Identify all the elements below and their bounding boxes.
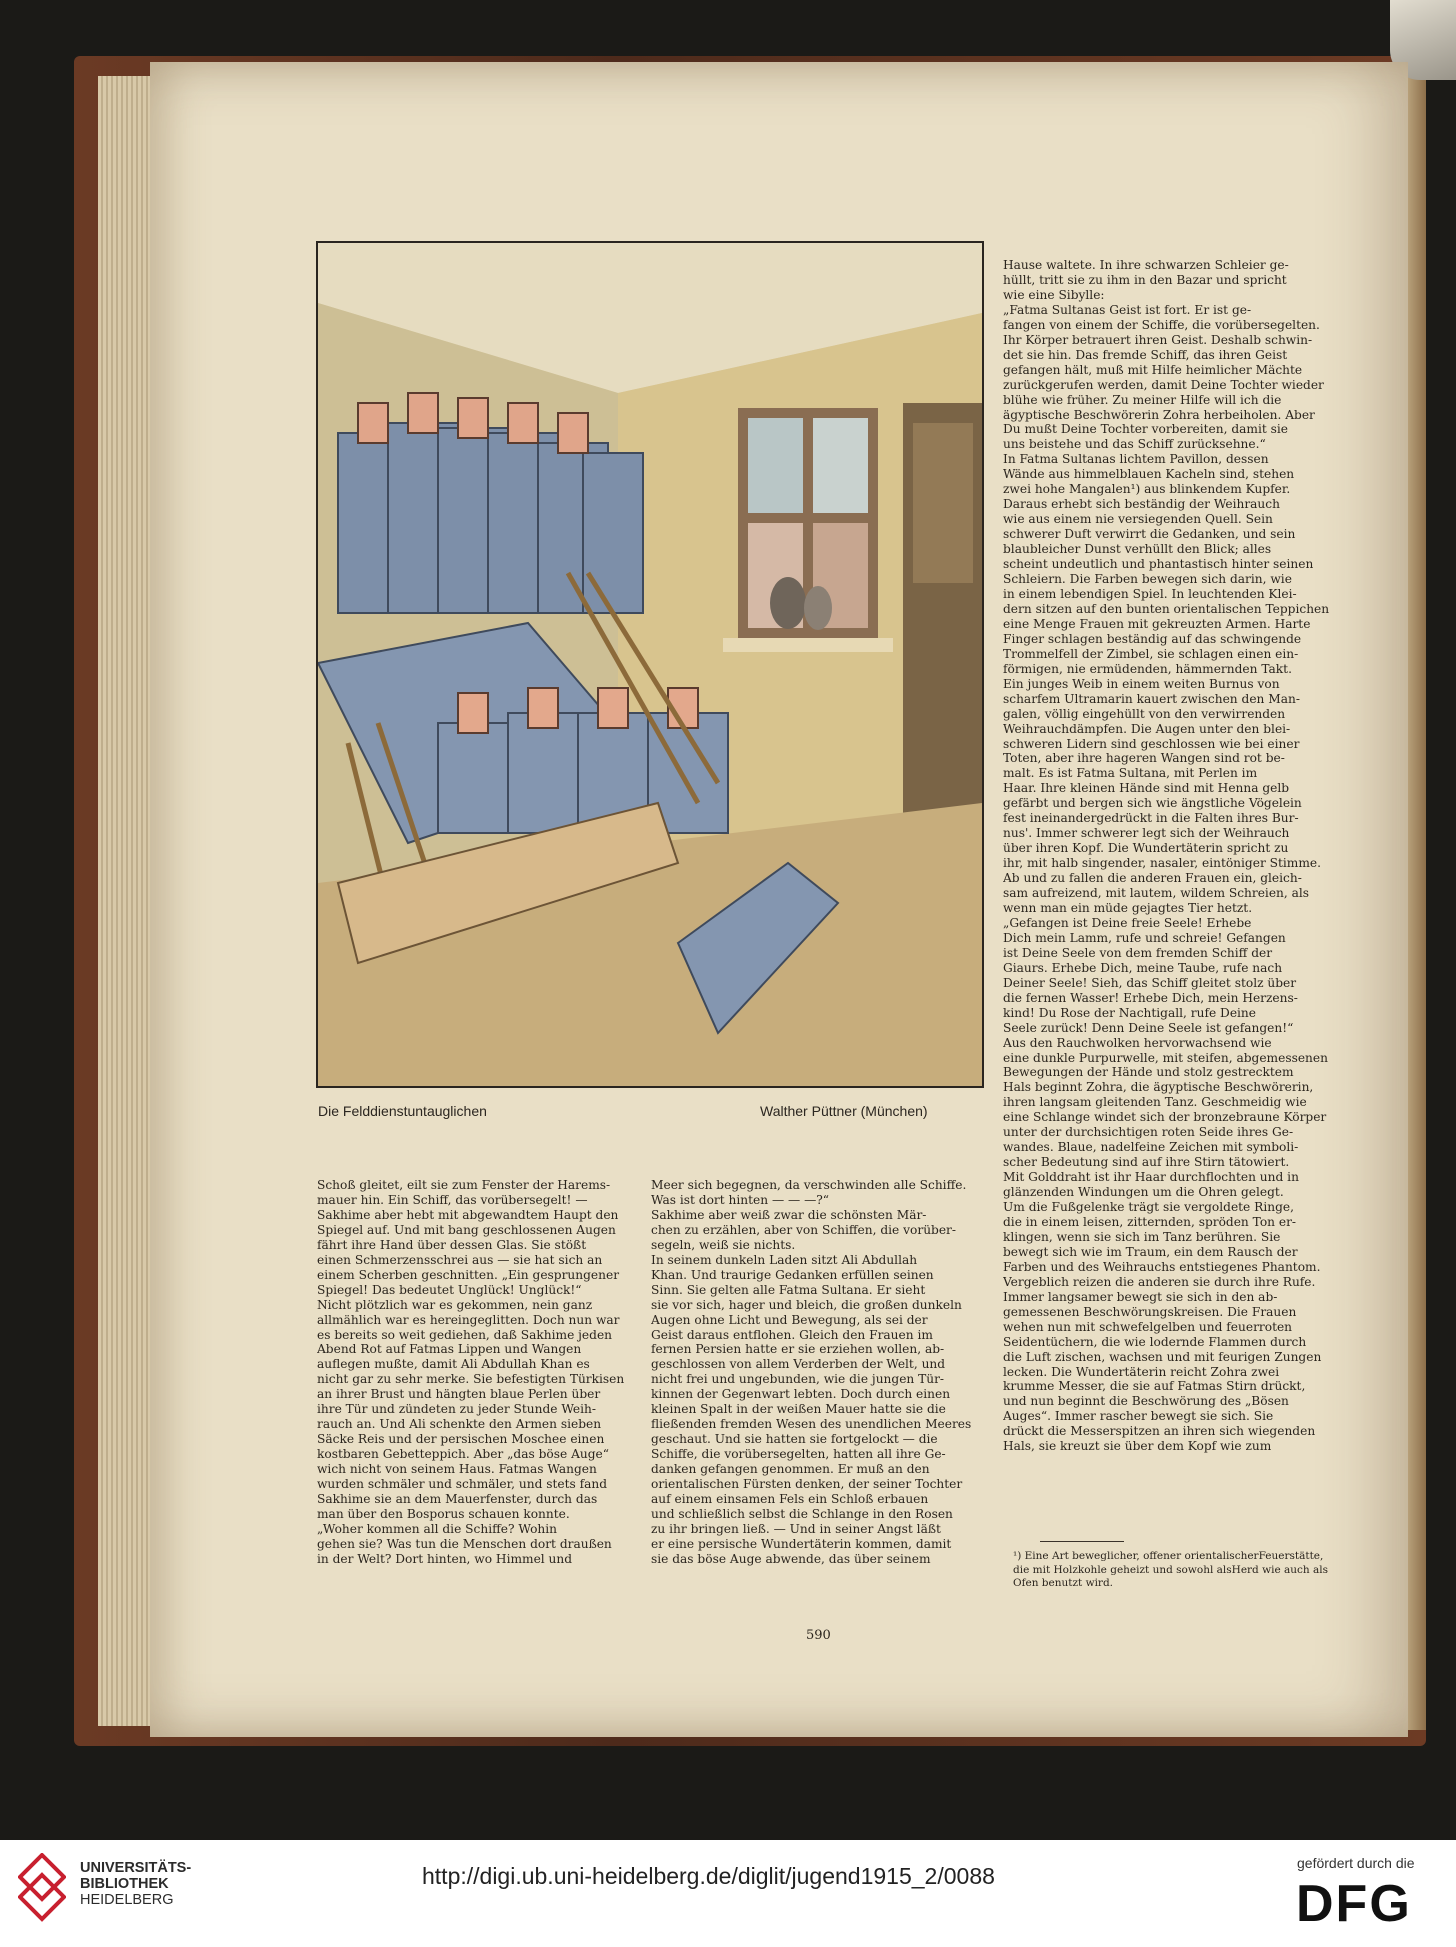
text-line: unter der durchsichtigen roten Seide ihres Ge- — [1003, 1125, 1294, 1140]
text-line: Sakhime sie an dem Mauerfenster, durch das — [317, 1492, 598, 1507]
text-line: Seele zurück! Denn Deine Seele ist gefangen!“ — [1003, 1020, 1294, 1035]
footnote-line: Feuerstätte, die mit Holzkohle geheizt und sowohl als — [1013, 1550, 1324, 1576]
text-line: mauer hin. Ein Schiff, das vorübersegelt! — — [317, 1192, 588, 1207]
text-line: lecken. Die Wundertäterin reicht Zohra zwei — [1003, 1364, 1280, 1379]
permalink-url[interactable]: http://digi.ub.uni-heidelberg.de/diglit/jugend1915_2/0088 — [422, 1863, 995, 1889]
text-line: ihren langsam gleitenden Tanz. Geschmeidig wie — [1003, 1095, 1307, 1110]
text-line: einem Scherben geschnitten. „Ein gesprungener — [317, 1267, 620, 1282]
footer-bar — [0, 1840, 1456, 1947]
text-line: Farben und des Weihrauchs entstiegenes Phantom. — [1003, 1259, 1321, 1274]
text-line: nicht gar zu sehr merke. Sie befestigten Türkisen — [317, 1372, 625, 1387]
text-line: Sakhime aber hebt mit abgewandtem Haupt den — [317, 1207, 619, 1222]
text-line: det sie hin. Das fremde Schiff, das ihren Geist — [1003, 347, 1288, 362]
text-line: blühe wie früher. Zu meiner Hilfe will ich die — [1003, 392, 1282, 407]
text-line: Spiegel! Das bedeutet Unglück! Unglück!“ — [317, 1282, 582, 1297]
text-line: die in einem leisen, zitternden, spröden Ton er- — [1003, 1215, 1297, 1229]
text-line: wandes. Blaue, nadelfeine Zeichen mit symboli- — [1003, 1140, 1299, 1155]
logo-line-3: HEIDELBERG — [80, 1892, 174, 1908]
text-line: an ihrer Brust und hängten blaue Perlen über — [317, 1387, 601, 1402]
text-line: Hals beginnt Zohra, die ägyptische Beschwörerin, — [1003, 1080, 1314, 1095]
text-line: einen Schmerzensschrei aus — sie hat sich an — [317, 1252, 603, 1267]
text-line: fernen Persien hatte er sie erziehen wollen, ab- — [651, 1342, 945, 1357]
text-line: geschlossen von allem Verderben der Welt, und — [651, 1357, 946, 1372]
illustration — [316, 241, 984, 1088]
text-line: Weihrauchdämpfen. Die Augen unter den blei- — [1003, 721, 1291, 736]
text-line: kind! Du Rose der Nachtigall, rufe Deine — [1003, 1005, 1256, 1020]
text-line: eine dunkle Purpurwelle, mit steifen, abgemessenen — [1003, 1050, 1328, 1065]
text-line: Aus den Rauchwolken hervorwachsend wie — [1003, 1035, 1272, 1050]
text-line: „Gefangen ist Deine freie Seele! Erhebe — [1003, 915, 1252, 930]
text-line: Nicht plötzlich war es gekommen, nein ganz — [317, 1297, 593, 1312]
illustration-painting — [318, 243, 982, 1086]
text-line: Schiffe, die vorübersegelten, hatten all ihre Ge- — [651, 1447, 946, 1462]
text-line: Sakhime aber weiß zwar die schönsten Mär- — [651, 1207, 927, 1222]
funded-by-label: gefördert durch die — [1297, 1855, 1415, 1871]
text-line: gefangen hält, muß mit Hilfe heimlicher Mächte — [1003, 362, 1303, 377]
page-number: 590 — [806, 1628, 831, 1643]
logo-line-1: UNIVERSITÄTS- — [80, 1860, 192, 1876]
text-line: Ab und zu fallen die anderen Frauen ein, gleich- — [1003, 871, 1302, 886]
text-line: die Luft zischen, wachsen und mit feurigen Zungen — [1003, 1349, 1322, 1364]
logo-line-2: BIBLIOTHEK — [80, 1876, 169, 1892]
text-line: es bereits so weit gediehen, daß Sakhime jeden — [317, 1327, 613, 1342]
text-line: Seidentüchern, die wie lodernde Flammen durch — [1003, 1334, 1307, 1349]
text-line: ihre Tür und zündeten zu jeder Stunde Weih- — [317, 1402, 596, 1417]
text-line: Augen ohne Licht und Bewegung, als sei der — [651, 1312, 928, 1327]
text-line: man über den Bosporus schauen konnte. — [317, 1506, 570, 1521]
text-line: Khan. Und traurige Gedanken erfüllen seinen — [651, 1267, 934, 1282]
text-line: Trommelfell der Zimbel, sie schlagen einen ein- — [1003, 646, 1299, 661]
text-line: Schoß gleitet, eilt sie zum Fenster der Harems- — [317, 1178, 611, 1192]
text-line: auflegen mußte, damit Ali Abdullah Khan es — [317, 1357, 590, 1372]
text-line: ist Deine Seele von dem fremden Schiff der — [1003, 945, 1273, 960]
text-line: allmählich war es hereingeglitten. Doch nun war — [317, 1312, 620, 1327]
text-line: sie das böse Auge abwende, das über seinem — [651, 1551, 931, 1566]
text-line: krumme Messer, die sie auf Fatmas Stirn drückt, — [1003, 1379, 1306, 1394]
text-line: Abend Rot auf Fatmas Lippen und Wangen — [317, 1342, 582, 1357]
footnote-line: Herd wie auch als Ofen benutzt wird. — [1013, 1563, 1329, 1589]
text-line: Sinn. Sie gelten alle Fatma Sultana. Er sieht — [651, 1282, 926, 1297]
text-line: In Fatma Sultanas lichtem Pavillon, dessen — [1003, 452, 1269, 467]
text-line: glänzenden Windungen um die Ohren gelegt. — [1003, 1185, 1284, 1200]
text-line: scharfem Ultramarin kauert zwischen den Man- — [1003, 691, 1300, 706]
text-line: scher Bedeutung sind auf ihre Stirn tätowiert. — [1003, 1155, 1290, 1170]
text-line: In seinem dunkeln Laden sitzt Ali Abdullah — [651, 1252, 918, 1267]
text-line: gemessenen Beschwörungskreisen. Die Frauen — [1003, 1304, 1297, 1319]
text-line: wie eine Sibylle: — [1003, 287, 1105, 302]
text-line: und nun beginnt die Beschwörung des „Bösen — [1003, 1394, 1289, 1409]
illustration-artist: Walther Püttner (München) — [760, 1103, 928, 1119]
text-line: orientalischen Fürsten denken, der seiner Tochter — [651, 1477, 963, 1492]
text-line: fangen von einem der Schiffe, die vorübersegelten. — [1003, 317, 1320, 332]
text-line: er eine persische Wundertäterin kommen, damit — [651, 1536, 952, 1551]
text-line: gehen sie? Was tun die Menschen dort draußen — [317, 1536, 612, 1551]
text-line: malt. Es ist Fatma Sultana, mit Perlen im — [1003, 766, 1258, 781]
text-line: Du mußt Deine Tochter vorbereiten, damit sie — [1003, 422, 1289, 437]
text-line: bewegt sich wie im Traum, ein dem Rausch der — [1003, 1244, 1298, 1259]
text-line: Dich mein Lamm, rufe und schreie! Gefangen — [1003, 930, 1286, 945]
text-line: wich nicht von seinem Haus. Fatmas Wangen — [317, 1462, 597, 1477]
text-line: wie aus einem nie versiegenden Quell. Sein — [1003, 512, 1273, 527]
text-line: schwerer Duft verwirrt die Gedanken, und sein — [1003, 527, 1296, 542]
text-line: eine Schlange windet sich der bronzebraune Körper — [1003, 1110, 1327, 1125]
university-logo-text[interactable] — [80, 1860, 191, 1908]
text-line: nus'. Immer schwerer legt sich der Weihrauch — [1003, 826, 1290, 841]
text-line: hüllt, tritt sie zu ihm in den Bazar und spricht — [1003, 272, 1287, 287]
text-line: zurückgerufen werden, damit Deine Tochter wieder — [1003, 377, 1324, 392]
text-line: Finger schlagen beständig auf das schwingende — [1003, 631, 1302, 646]
text-line: Um die Fußgelenke trägt sie vergoldete Ringe, — [1003, 1200, 1294, 1215]
text-line: in der Welt? Dort hinten, wo Himmel und — [317, 1551, 573, 1566]
text-line: scheint undeutlich und phantastisch hinter seinen — [1003, 557, 1314, 572]
text-line: und schließlich selbst die Schlange in den Rosen — [651, 1506, 953, 1521]
text-line: Auges“. Immer rascher bewegt sie sich. Sie — [1003, 1409, 1274, 1424]
text-line: die fernen Wasser! Erhebe Dich, mein Herzens- — [1003, 990, 1298, 1005]
text-line: kostbaren Gebetteppich. Aber „das böse Auge“ — [317, 1447, 610, 1462]
text-line: sam aufreizend, mit lautem, wildem Schreien, als — [1003, 886, 1310, 901]
text-line: Meer sich begegnen, da verschwinden alle Schiffe. — [651, 1178, 967, 1192]
text-line: Toten, aber ihre hageren Wangen sind rot be- — [1003, 751, 1285, 766]
text-line: auf einem einsamen Fels ein Schloß erbauen — [651, 1492, 929, 1507]
university-logo-icon[interactable] — [18, 1853, 66, 1925]
text-line: in einem lebendigen Spiel. In leuchtenden Klei- — [1003, 586, 1297, 601]
text-line: wenn man ein müde gejagtes Tier hetzt. — [1003, 900, 1253, 915]
text-column-bottom-middle — [651, 1178, 981, 1567]
text-line: drückt die Messerspitzen an ihren sich wiegenden — [1003, 1424, 1316, 1439]
text-line: segeln, weiß sie nichts. — [651, 1237, 796, 1252]
text-line: fährt ihre Hand über dessen Glas. Sie stößt — [317, 1237, 587, 1252]
text-line: kinnen der Gegenwart lebten. Doch durch einen — [651, 1387, 951, 1402]
text-line: Spiegel auf. Und mit bang geschlossenen Augen — [317, 1222, 616, 1237]
text-line: dern sitzen auf den bunten orientalischen Teppichen — [1003, 601, 1330, 616]
text-line: „Fatma Sultanas Geist ist fort. Er ist ge- — [1003, 302, 1252, 317]
text-line: kleinen Spalt in der weißen Mauer hatte sie die — [651, 1402, 946, 1417]
text-column-bottom-left — [317, 1178, 639, 1567]
dfg-logo[interactable]: DFG — [1296, 1875, 1412, 1933]
text-line: Bewegungen der Hände und stolz gestrecktem — [1003, 1065, 1294, 1080]
text-line: klingen, wenn sie sich im Tanz berühren. Sie — [1003, 1229, 1281, 1244]
text-line: Ihr Körper betrauert ihren Geist. Deshalb schwin- — [1003, 332, 1313, 347]
text-line: zu ihr bringen ließ. — Und in seiner Angst läßt — [651, 1521, 941, 1536]
text-line: galen, völlig eingehüllt von den verwirrenden — [1003, 706, 1286, 721]
text-line: über ihren Kopf. Die Wundertäterin spricht zu — [1003, 841, 1289, 856]
text-line: Vergeblich reizen die anderen sie durch ihre Rufe. — [1003, 1274, 1316, 1289]
text-line: Geist daraus entflohen. Gleich den Frauen im — [651, 1327, 933, 1342]
text-line: Mit Golddraht ist ihr Haar durchflochten und in — [1003, 1170, 1299, 1185]
text-line: Was ist dort hinten — — —?“ — [651, 1192, 830, 1207]
text-line: chen zu erzählen, aber von Schiffen, die vorüber- — [651, 1222, 956, 1237]
text-line: ägyptische Beschwörerin Zohra herbeiholen. Aber — [1003, 407, 1315, 422]
text-line: Hals, sie kreuzt sie über dem Kopf wie zum — [1003, 1439, 1272, 1454]
text-line: schweren Lidern sind geschlossen wie bei einer — [1003, 736, 1300, 751]
text-line: blaubleicher Dunst verhüllt den Blick; alles — [1003, 542, 1272, 557]
text-line: Giaurs. Erhebe Dich, meine Taube, rufe nach — [1003, 960, 1283, 975]
illustration-title: Die Felddienstuntauglichen — [318, 1103, 487, 1119]
text-line: Schleiern. Die Farben bewegen sich darin, wie — [1003, 572, 1292, 587]
footnote-rule — [1040, 1541, 1124, 1542]
text-line: fest ineinandergedrückt in die Falten ihres Bur- — [1003, 811, 1299, 826]
text-line: fließenden fremden Wesen des unendlichen Meeres — [651, 1417, 972, 1432]
text-line: Hause waltete. In ihre schwarzen Schleier ge- — [1003, 258, 1289, 272]
footnote — [1013, 1550, 1333, 1591]
footnote-line: ¹) Eine Art beweglicher, offener orientalischer — [1013, 1550, 1259, 1562]
text-line: Immer langsamer bewegt sie sich in den ab- — [1003, 1289, 1278, 1304]
text-line: Deiner Seele! Sieh, das Schiff gleitet stolz über — [1003, 975, 1297, 990]
text-line: Wände aus himmelblauen Kacheln sind, stehen — [1003, 467, 1295, 482]
text-line: Daraus erhebt sich beständig der Weihrauch — [1003, 497, 1280, 512]
text-line: sie vor sich, hager und bleich, die großen dunkeln — [651, 1297, 962, 1312]
text-line: nicht frei und ungebunden, wie die jungen Tür- — [651, 1372, 945, 1387]
text-line: danken gefangen genommen. Er muß an den — [651, 1462, 930, 1477]
text-line: rauch an. Und Ali schenkte den Armen sieben — [317, 1417, 602, 1432]
text-line: zwei hohe Mangalen¹) aus blinkendem Kupfer. — [1003, 482, 1291, 497]
text-line: uns beistehe und das Schiff zurücksehne.“ — [1003, 437, 1266, 452]
text-line: Haar. Ihre kleinen Hände sind mit Henna gelb — [1003, 781, 1290, 796]
text-column-right — [1003, 258, 1333, 1454]
text-line: ihr, mit halb singender, nasaler, eintöniger Stimme. — [1003, 856, 1321, 871]
text-line: gefärbt und bergen sich wie ängstliche Vögelein — [1003, 796, 1302, 811]
text-line: geschaut. Und sie hatten sie fortgelockt — die — [651, 1432, 938, 1447]
text-line: förmigen, nie ermüdenden, hämmernden Takt. — [1003, 661, 1292, 676]
text-line: Ein junges Weib in einem weiten Burnus von — [1003, 676, 1280, 691]
text-line: wehen nun mit schwefelgelben und feuerroten — [1003, 1319, 1293, 1334]
text-line: Säcke Reis und der persischen Moschee einen — [317, 1432, 605, 1447]
text-line: „Woher kommen all die Schiffe? Wohin — [317, 1521, 558, 1536]
text-line: wurden schmäler und schmäler, und stets fand — [317, 1477, 608, 1492]
text-line: eine Menge Frauen mit gekreuzten Armen. Harte — [1003, 616, 1311, 631]
